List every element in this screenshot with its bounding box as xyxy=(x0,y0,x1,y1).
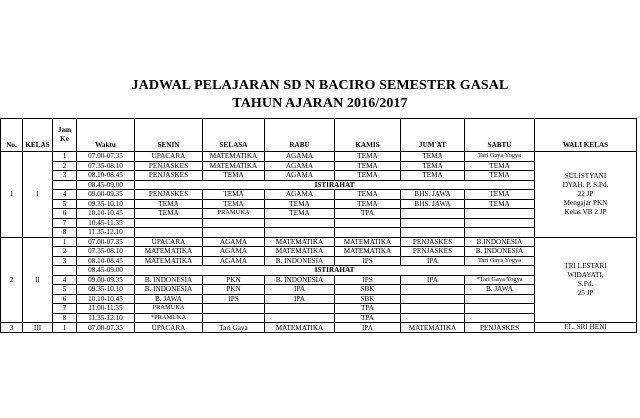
subject-cell-senin: UPACARA xyxy=(135,237,203,247)
subject-cell-kamis: TPA xyxy=(335,304,401,314)
subject-cell-senin: UPACARA xyxy=(135,323,203,333)
subject-cell-jumat: BHS. JAWA xyxy=(401,199,465,209)
subject-cell-rabu: AGAMA xyxy=(265,152,335,162)
subject-cell-sabtu: B.INDONESIA xyxy=(465,237,535,247)
header-senin: SENIN xyxy=(135,119,203,152)
subject-cell-selasa: TEMA xyxy=(203,190,265,200)
jam-cell xyxy=(53,266,77,276)
class-name: III xyxy=(23,323,53,333)
jam-cell: 3 xyxy=(53,256,77,266)
header-jam-line2: Ke xyxy=(60,135,69,143)
page-subtitle: TAHUN AJARAN 2016/2017 xyxy=(232,96,408,111)
subject-cell-sabtu xyxy=(465,294,535,304)
jam-cell: 8 xyxy=(53,228,77,238)
subject-cell-kamis: SBK xyxy=(335,285,401,295)
subject-cell-jumat xyxy=(401,209,465,219)
subject-cell-rabu: AGAMA xyxy=(265,161,335,171)
waktu-cell: 08.10-08.45 xyxy=(77,256,135,266)
waktu-cell: 08.10-08.45 xyxy=(77,171,135,181)
subject-cell-jumat xyxy=(401,228,465,238)
jam-cell: 4 xyxy=(53,190,77,200)
jam-cell: 6 xyxy=(53,209,77,219)
waktu-cell: 10.10-10.45 xyxy=(77,294,135,304)
subject-cell-sabtu: Tari Gaya Yogya xyxy=(465,152,535,162)
waktu-cell: 11.35-12.10 xyxy=(77,228,135,238)
subject-cell-selasa: MATEMATIKA xyxy=(203,152,265,162)
waktu-cell: 07.35-08.10 xyxy=(77,161,135,171)
jam-cell: 2 xyxy=(53,161,77,171)
subject-cell-selasa xyxy=(203,313,265,323)
subject-cell-jumat xyxy=(401,294,465,304)
subject-cell-selasa: PRAMUKA xyxy=(203,209,265,219)
subject-cell-jumat: MATEMATIKA xyxy=(401,323,465,333)
subject-cell-rabu: B. INDONESIA xyxy=(265,275,335,285)
wali-kelas-line: 25 JP xyxy=(577,288,594,297)
subject-cell-kamis: IPS xyxy=(335,256,401,266)
jam-cell: 3 xyxy=(53,171,77,181)
wali-kelas-line: WIDAYATI, xyxy=(567,270,604,279)
subject-cell-sabtu: B. INDONESIA xyxy=(465,247,535,257)
subject-cell-kamis: TEMA xyxy=(335,171,401,181)
header-selasa: SELASA xyxy=(203,119,265,152)
subject-cell-selasa: IPS xyxy=(203,294,265,304)
header-jam-line1: Jam xyxy=(57,126,72,134)
subject-cell-senin: *PRAMUKA xyxy=(135,313,203,323)
subject-cell-rabu xyxy=(265,313,335,323)
header-row xyxy=(1,119,637,152)
subject-cell-senin: PENJASKES xyxy=(135,171,203,181)
subject-cell-sabtu: TEMA xyxy=(465,190,535,200)
header-rabu: RABU xyxy=(265,119,335,152)
jam-cell: 1 xyxy=(53,152,77,162)
waktu-cell: 10.45-11.35 xyxy=(77,218,135,228)
waktu-cell: 07.00-07.35 xyxy=(77,237,135,247)
waktu-cell: 07.00-07.35 xyxy=(77,323,135,333)
subject-cell-jumat: PENJASKES xyxy=(401,237,465,247)
jam-cell: 7 xyxy=(53,304,77,314)
subject-cell-rabu: TEMA xyxy=(265,199,335,209)
subject-cell-kamis: IPS xyxy=(335,275,401,285)
subject-cell-senin: PENJASKES xyxy=(135,190,203,200)
wali-kelas-line: Kelas VB 2 JP xyxy=(564,207,607,216)
waktu-cell: 07.35-08.10 xyxy=(77,247,135,257)
subject-cell-jumat: TEMA xyxy=(401,152,465,162)
waktu-cell: 09.35-10.10 xyxy=(77,285,135,295)
waktu-cell: 07.00-07.35 xyxy=(77,152,135,162)
subject-cell-kamis: SBK xyxy=(335,294,401,304)
subject-cell-rabu: MATEMATIKA xyxy=(265,247,335,257)
subject-cell-sabtu: Tari Gaya Yogya xyxy=(465,256,535,266)
subject-cell-sabtu: TEMA xyxy=(465,161,535,171)
wali-kelas-cell xyxy=(535,152,637,238)
jam-cell: 6 xyxy=(53,294,77,304)
subject-cell-selasa xyxy=(203,304,265,314)
subject-cell-jumat: PENJASKES xyxy=(401,247,465,257)
subject-cell-kamis xyxy=(335,228,401,238)
subject-cell-jumat: TEMA xyxy=(401,161,465,171)
subject-cell-jumat: IPA xyxy=(401,275,465,285)
subject-cell-jumat: TEMA xyxy=(401,171,465,181)
subject-cell-kamis: IPA xyxy=(335,323,401,333)
subject-cell-sabtu xyxy=(465,218,535,228)
subject-cell-jumat: BHS. JAWA xyxy=(401,190,465,200)
jam-cell: 8 xyxy=(53,313,77,323)
waktu-cell: 11.00-11.35 xyxy=(77,304,135,314)
subject-cell-sabtu xyxy=(465,209,535,219)
waktu-cell: 10.10-10.45 xyxy=(77,209,135,219)
wali-kelas-line: EL. SRI HENI xyxy=(564,323,607,331)
subject-cell-sabtu: *Tari Gaya Yogya xyxy=(465,275,535,285)
subject-cell-jumat xyxy=(401,218,465,228)
subject-cell-sabtu: PENJASKES xyxy=(465,323,535,333)
subject-cell-rabu: IPA xyxy=(265,285,335,295)
subject-cell-kamis: TPA xyxy=(335,209,401,219)
wali-kelas-line: DYAH. P, S.Pd. xyxy=(562,180,609,189)
jam-cell xyxy=(53,180,77,190)
header-kamis: KAMIS xyxy=(335,119,401,152)
wali-kelas-line: S.Pd. xyxy=(577,279,594,288)
waktu-cell: 09.00-09.35 xyxy=(77,275,135,285)
subject-cell-rabu xyxy=(265,304,335,314)
subject-cell-selasa: AGAMA xyxy=(203,237,265,247)
header-waktu: Waktu xyxy=(77,119,135,152)
subject-cell-rabu: MATEMATIKA xyxy=(265,323,335,333)
subject-cell-senin: PENJASKES xyxy=(135,161,203,171)
subject-cell-selasa: TEMA xyxy=(203,171,265,181)
subject-cell-kamis: MATEMATIKA xyxy=(335,247,401,257)
jam-cell: 1 xyxy=(53,237,77,247)
subject-cell-selasa: MATEMATIKA xyxy=(203,161,265,171)
subject-cell-kamis: TEMA xyxy=(335,190,401,200)
jam-cell: 5 xyxy=(53,285,77,295)
page-title: JADWAL PELAJARAN SD N BACIRO SEMESTER GASAL xyxy=(131,78,509,93)
subject-cell-kamis: TEMA xyxy=(335,161,401,171)
class-number: 3 xyxy=(1,323,23,333)
table-row xyxy=(1,152,637,162)
wali-kelas-cell xyxy=(535,237,637,323)
class-name: II xyxy=(23,237,53,323)
subject-cell-selasa: AGAMA xyxy=(203,247,265,257)
wali-kelas-line: Mengajar PKN xyxy=(563,198,608,207)
subject-cell-senin: MATEMATIKA xyxy=(135,256,203,266)
subject-cell-rabu xyxy=(265,228,335,238)
header-kelas: KELAS xyxy=(23,119,53,152)
break-label: ISTIRAHAT xyxy=(135,180,535,190)
header-no: No. xyxy=(1,119,23,152)
subject-cell-selasa: PKN xyxy=(203,285,265,295)
schedule-table xyxy=(0,118,637,333)
subject-cell-senin: B. INDONESIA xyxy=(135,285,203,295)
subject-cell-senin xyxy=(135,218,203,228)
subject-cell-rabu: IPA xyxy=(265,294,335,304)
class-number: 1 xyxy=(1,152,23,238)
subject-cell-senin: MATEMATIKA xyxy=(135,247,203,257)
wali-kelas-line: SULISTYANI xyxy=(564,171,607,180)
class-number: 2 xyxy=(1,237,23,323)
subject-cell-rabu: AGAMA xyxy=(265,171,335,181)
waktu-cell: 09.00-09.35 xyxy=(77,190,135,200)
subject-cell-senin: PRAMUKA xyxy=(135,304,203,314)
subject-cell-senin: TEMA xyxy=(135,209,203,219)
subject-cell-kamis: TPA xyxy=(335,313,401,323)
subject-cell-senin: B. JAWA xyxy=(135,294,203,304)
table-row xyxy=(1,323,637,333)
subject-cell-selasa: AGAMA xyxy=(203,256,265,266)
subject-cell-kamis: MATEMATIKA xyxy=(335,237,401,247)
subject-cell-rabu: AGAMA xyxy=(265,190,335,200)
subject-cell-selasa xyxy=(203,228,265,238)
subject-cell-sabtu xyxy=(465,304,535,314)
header-sabtu: SABTU xyxy=(465,119,535,152)
subject-cell-jumat xyxy=(401,304,465,314)
subject-cell-rabu: B. INDONESIA xyxy=(265,256,335,266)
subject-cell-kamis xyxy=(335,218,401,228)
subject-cell-sabtu: B. JAWA xyxy=(465,285,535,295)
subject-cell-sabtu: TEMA xyxy=(465,171,535,181)
subject-cell-selasa: TEMA xyxy=(203,199,265,209)
subject-cell-rabu xyxy=(265,218,335,228)
subject-cell-selasa: PKN xyxy=(203,275,265,285)
waktu-cell: 08.45-09.00 xyxy=(77,266,135,276)
subject-cell-rabu: TEMA xyxy=(265,209,335,219)
header-wali-kelas: WALI KELAS xyxy=(535,119,637,152)
jam-cell: 2 xyxy=(53,247,77,257)
subject-cell-sabtu xyxy=(465,313,535,323)
subject-cell-senin: B. INDONESIA xyxy=(135,275,203,285)
subject-cell-senin xyxy=(135,228,203,238)
subject-cell-sabtu xyxy=(465,228,535,238)
wali-kelas-line: 22 JP xyxy=(577,189,594,198)
jam-cell: 1 xyxy=(53,323,77,333)
subject-cell-kamis: TEMA xyxy=(335,152,401,162)
subject-cell-senin: TEMA xyxy=(135,199,203,209)
subject-cell-selasa xyxy=(203,218,265,228)
subject-cell-jumat: IPA xyxy=(401,256,465,266)
subject-cell-jumat xyxy=(401,285,465,295)
table-row xyxy=(1,237,637,247)
waktu-cell: 11.35-12.10 xyxy=(77,313,135,323)
waktu-cell: 09.35-10.10 xyxy=(77,199,135,209)
jam-cell: 5 xyxy=(53,199,77,209)
header-jam xyxy=(53,119,77,152)
break-label: ISTIRAHAT xyxy=(135,266,535,276)
wali-kelas-line: TRI LESTARI xyxy=(564,261,607,270)
subject-cell-selasa: Tari Gaya xyxy=(203,323,265,333)
subject-cell-jumat xyxy=(401,313,465,323)
subject-cell-kamis: TEMA xyxy=(335,199,401,209)
jam-cell: 7 xyxy=(53,218,77,228)
waktu-cell: 08.45-09.00 xyxy=(77,180,135,190)
header-jumat: JUM'AT xyxy=(401,119,465,152)
subject-cell-senin: UPACARA xyxy=(135,152,203,162)
jam-cell: 4 xyxy=(53,275,77,285)
subject-cell-sabtu: TEMA xyxy=(465,199,535,209)
schedule-body xyxy=(1,152,637,333)
class-name: I xyxy=(23,152,53,238)
wali-kelas-cell xyxy=(535,323,637,333)
subject-cell-rabu: MATEMATIKA xyxy=(265,237,335,247)
